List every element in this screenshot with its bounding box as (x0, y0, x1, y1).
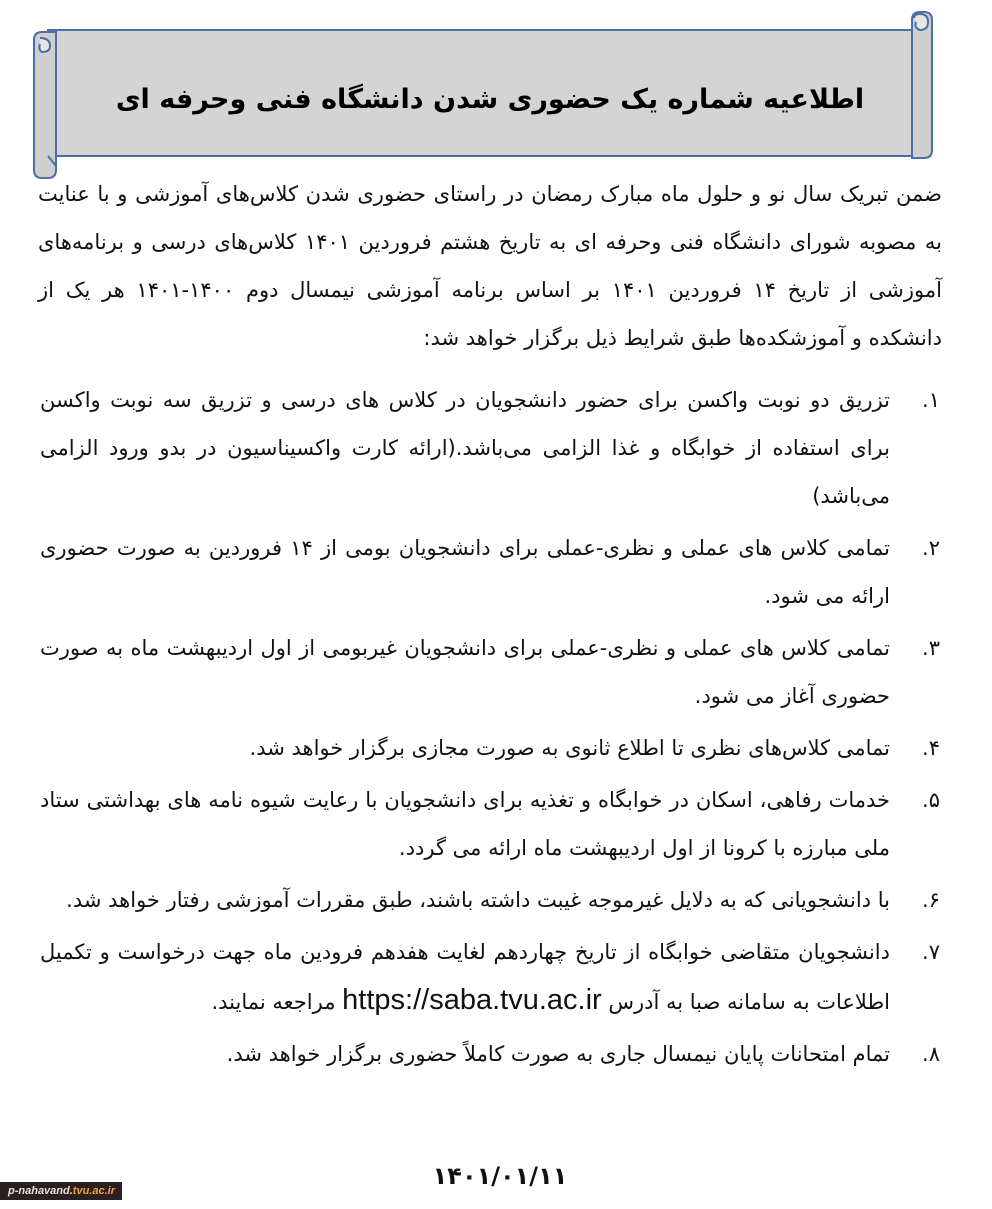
item-text: تمامی کلاس‌های نظری تا اطلاع ثانوی به صورت مجازی برگزار خواهد شد. (249, 736, 890, 760)
watermark-domain: tvu.ac.ir (72, 1185, 115, 1197)
list-item (40, 524, 942, 620)
list-item (40, 1030, 942, 1078)
site-watermark (0, 1182, 122, 1200)
item-text: خدمات رفاهی، اسکان در خوابگاه و تغذیه برای دانشجویان با رعایت شیوه نامه های بهداشتی ستاد ملی مبارزه با کرونا از اول اردیبهشت ماه ارائه می گردد. (40, 788, 890, 860)
item-number: ۴. (922, 736, 940, 760)
item-text: تمامی کلاس های عملی و نظری-عملی برای دانشجویان بومی از ۱۴ فروردین به صورت حضوری ارائه می شود. (40, 536, 890, 608)
item-number: ۵. (922, 788, 940, 812)
item-text: تمام امتحانات پایان نیمسال جاری به صورت کاملاً حضوری برگزار خواهد شد. (226, 1042, 890, 1066)
watermark-prefix: p-nahavand. (8, 1185, 73, 1197)
item-text-after-link: مراجعه نمایند. (211, 990, 336, 1014)
item-number: ۲. (922, 536, 940, 560)
conditions-list (40, 376, 942, 1082)
item-number: ۸. (922, 1042, 940, 1066)
announcement-date: ۱۴۰۱/۰۱/۱۱ (432, 1162, 568, 1190)
item-number: ۶. (922, 888, 940, 912)
list-item (40, 624, 942, 720)
item-number: ۷. (922, 940, 940, 964)
announcement-title: اطلاعیه شماره یک حضوری شدن دانشگاه فنی وحرفه ای (115, 84, 865, 115)
list-item (40, 376, 942, 520)
list-item (40, 928, 942, 1026)
item-text: تمامی کلاس های عملی و نظری-عملی برای دانشجویان غیربومی از اول اردیبهشت ماه به صورت حضوری آغاز می شود. (40, 636, 890, 708)
item-text: تزریق دو نوبت واکسن برای حضور دانشجویان در کلاس های درسی و تزریق سه نوبت واکسن برای استفاده از خوابگاه و غذا الزامی می‌باشد.(ارائه کارت واکسیناسیون در بدو ورود الزامی می‌باشد) (40, 388, 890, 508)
scroll-left-roll (34, 32, 56, 178)
item-number: ۱. (922, 388, 940, 412)
list-item (40, 876, 942, 924)
list-item (40, 724, 942, 772)
item-number: ۳. (922, 636, 940, 660)
item-text: با دانشجویانی که به دلایل غیرموجه غیبت داشته باشند، طبق مقررات آموزشی رفتار خواهد شد. (66, 888, 890, 912)
intro-paragraph: ضمن تبریک سال نو و حلول ماه مبارک رمضان در راستای حضوری شدن کلاس‌های آموزشی و با عنایت به مصوبه شورای دانشگاه فنی وحرفه ای به تاریخ هشتم فروردین ۱۴۰۱ کلاس‌های درسی و برنامه‌های آموزشی از تاریخ ۱۴ فروردین ۱۴۰۱ بر اساس برنامه آموزشی نیمسال دوم ۱۴۰۰-۱۴۰۱ هر یک از دانشکده و آموزشکده‌ها طبق شرایط ذیل برگزار خواهد شد: (38, 182, 942, 350)
saba-portal-link[interactable]: https://saba.tvu.ac.ir (342, 984, 602, 1016)
item-text (40, 928, 890, 1026)
item-text-before-link: دانشجویان متقاضی خوابگاه از تاریخ چهاردهم لغایت هفدهم فرودین ماه جهت درخواست و تکمیل اطلاعات به سامانه صبا به آدرس (40, 940, 890, 1014)
list-item (40, 776, 942, 872)
